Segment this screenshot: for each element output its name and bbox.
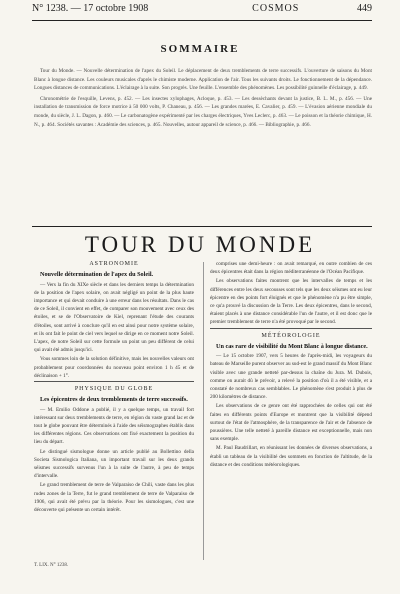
article-paragraph: Le distingué sismologue donne un article publié au Bollettino della Societa Sismologica Italiana, un important travail sur les deux grands séismes successifs survenus l'un à la suite de l'autre, à peu de temps d'intervalle. xyxy=(34,448,194,480)
page-header xyxy=(32,3,372,19)
article-title: Les épicentres de deux tremblements de terre successifs. xyxy=(40,396,188,404)
article-paragraph: Le grand tremblement de terre de Valparaiso de Chili, vaste dans les plus rudes zones de la Terre, fut le grand tremblement de terre de Valparaiso de 1906, qui avait été prévu par la théorie. Pour les sismologues, c'est une découverte qui présente un certain intérêt. xyxy=(34,482,194,514)
page-number: 449 xyxy=(357,3,372,14)
article-paragraph: Les observations faites montrent que les intervalles de temps et les différences entre les deux secousses sont tels que les deux séismes ont eu leur épicentre en des points fort éloignés et que le phénomène n'a pu être simple, ce qu'a prouvé la discussion de la Terre. Les deux épicentres, dans le second, étaient placés à une distance considérable l'un de l'autre, et il est donc que le premier tremblement de terre n'a été provoqué par le second. xyxy=(210,278,372,326)
article-paragraph: — M. Emilio Oddone a publié, il y a quelque temps, un travail fort intéressant sur deux tremblements de terre, en région du vaste grand lac et de tout le globe pouvant être déterminés à l'aide des séismographes établis dans les différentes régions. Ces observations ont fixé exactement la position du lieu du départ. xyxy=(34,406,194,446)
section-heading: PHYSIQUE DU GLOBE xyxy=(34,381,194,393)
article-paragraph: — Le 15 octobre 1907, vers 5 heures de l'après-midi, les voyageurs du bateau de Marseille purent observer au sud-est le grand massif du Mont Blanc visible avec une grande netteté par-dessus la chaîne du Jura. M. Dubois, comme on aurait dû le prévoir, a relevé la position d'où il a été visible, et a constaté de nombreux cas semblables. Le phénomène s'est produit à plus de 200 kilomètres de distance. xyxy=(210,353,372,401)
journal-name: COSMOS xyxy=(252,3,300,14)
article-title: Un cas rare de visibilité du Mont Blanc à longue distance. xyxy=(216,342,368,350)
page-footer: T. LIX. N° 1238. xyxy=(34,563,69,568)
sommaire-text xyxy=(34,67,372,131)
left-column xyxy=(34,260,194,515)
section-title: TOUR DU MONDE xyxy=(84,232,316,257)
article-paragraph: — Vers la fin du XIXe siècle et dans les derniers temps la détermination de la position de l'apex solaire, on avait négligé un point de la plus haute importance et qui devait conduire à une erreur dans les résultats. Dans le cas de ce Soleil, il convient en effet, de comparer son mouvement avec ceux des étoiles, et se de l'Observatoire de Kiel, reprenant l'étude des courants d'étoiles, sont arrivé à conclure qu'il en est ainsi pour notre système solaire, et ils ont fait le point de ciel vers lequel se dirige en ce moment notre Soleil. L'apex, de notre Soleil sur cette formule un point un peu différent de celui qui avait été admis jusqu'ici. xyxy=(34,281,194,354)
header-rule xyxy=(32,20,372,21)
sommaire-paragraph: Tour du Monde. — Nouvelle détermination de l'apex du Soleil. Le déplacement de deux tremblements de terre successifs. L'ouverture de saisons du Mont Blanc à longue distance. Les couleurs musicales d'après le chimiste moderne. Application de l'air. Tous les suivants droits. Le fonctionnement de la dépendance. Longues distances de communications. L'éclairage à la suite. Son progrès. Une feuille. L'ensemble des phénomènes. Les possibilité guinnelle d'éclairage, p. 449. xyxy=(34,68,372,92)
section-heading: ASTRONOMIE xyxy=(89,261,139,267)
section-rule xyxy=(32,226,372,227)
article-paragraph: M. Paul Baudrillart, en réunissant les données de diverses observations, a établi un tableau de la visibilité des sommets en fonction de l'altitude, de la distance et des conditions météorologiques. xyxy=(210,445,372,468)
article-paragraph: Vous sommes loin de la solution définitive, mais les nouvelles valeurs ont probablement pour coordonnées du nouveau point environ 1 h 45 et de déclinaison + 1°. xyxy=(34,356,194,379)
right-column xyxy=(210,260,372,470)
issue-number: N° 1238. — 17 octobre 1908 xyxy=(32,3,149,14)
article-paragraph: comprises une demi-heure : on avait remarqué, en outre combien de ces deux épicentres était dans la région méditerranéenne de l'Océan Pacifique. xyxy=(210,261,372,276)
article-paragraph: Les observations de ce genre ont été rapprochées de celles qui ont été faites en différents points d'Europe et montrent que la visibilité dépend surtout de l'état de l'atmosphère, de la transparence de l'air et de l'absence de poussières. Une telle netteté à pareille distance est exceptionnelle, mais non sans exemple. xyxy=(210,403,372,443)
article-title: Nouvelle détermination de l'apex du Soleil. xyxy=(40,271,154,279)
column-divider xyxy=(203,262,204,560)
sommaire-title: SOMMAIRE xyxy=(160,43,240,55)
sommaire-paragraph: Chronométrie de l'esquille, Levens, p. 452. — Les insectes xylophages, Acloque, p. 453. — Les dessèchants devant la justice, B. L. M., p. 456. — Une installation de transmission de force motrice à 50 000 volts, P. Chaneau, p. 456. — Les grandes marées, E. Cavalier, p. 459. — L'évasion aérienne mondiale du monde, du siècle, J. L. Dagon, p. 460. — Le carbonatogène expérimenté par les charges électriques, Yves Leclerc, p. 463. — Le poisson et la théorie chimique, H. N., p. 464. Sociétés savantes : Académie des sciences, p. 465. Nouvelles, autour appareil de science, p. 466. — Bibliographie, p. 466. xyxy=(34,95,372,128)
section-heading: MÉTÉOROLOGIE xyxy=(210,328,372,340)
